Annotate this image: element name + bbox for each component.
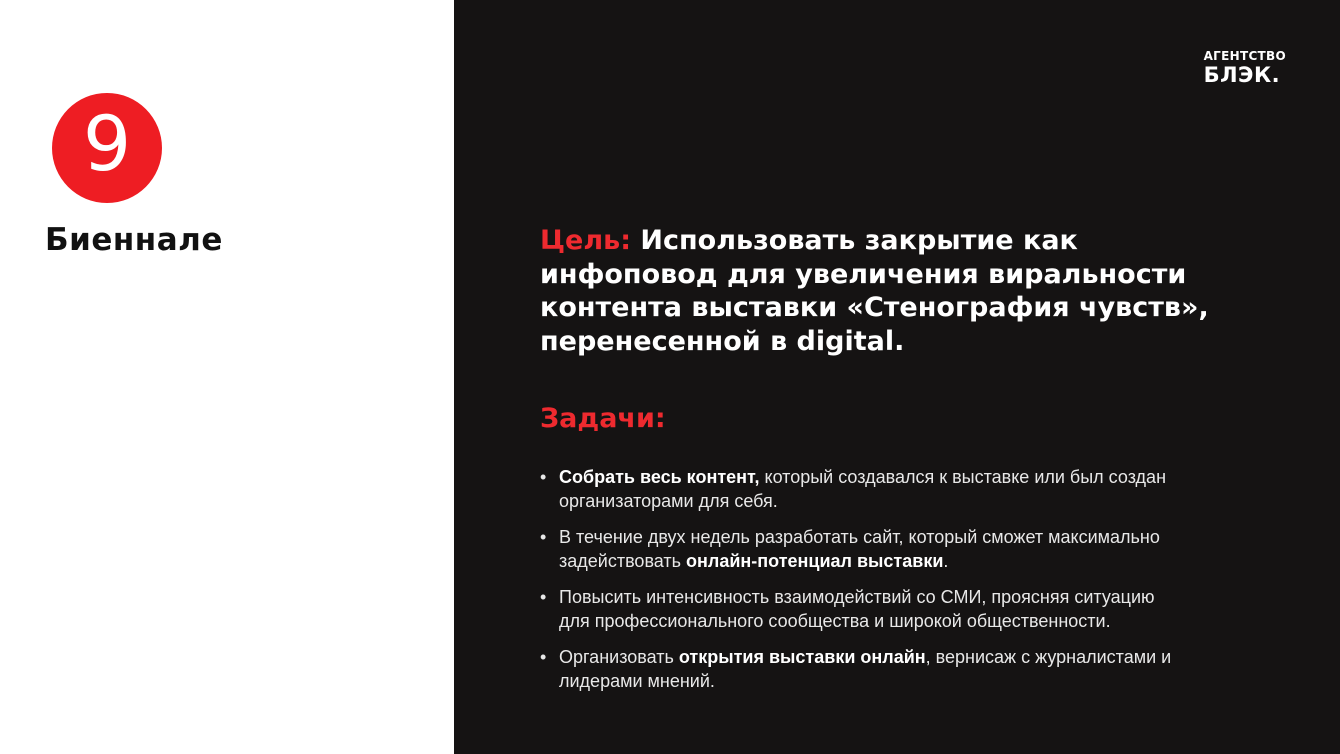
left-panel — [0, 0, 454, 754]
task-2-text-start: В течение двух недель разработать сайт, который сможет максимально задействовать — [559, 527, 1160, 571]
slide-number-badge — [52, 93, 162, 203]
task-item — [540, 645, 1180, 693]
agency-logo — [1204, 50, 1286, 86]
task-list — [540, 465, 1180, 705]
task-2-bold: онлайн-потенциал выставки — [686, 551, 944, 571]
task-item — [540, 525, 1180, 573]
tasks-heading: Задачи: — [540, 403, 666, 434]
task-item — [540, 465, 1180, 513]
task-4-text-start: Организовать — [559, 647, 679, 667]
goal-statement — [540, 224, 1260, 358]
project-title: Биеннале — [45, 222, 223, 258]
task-1-text: который создавался к выставке или был создан организаторами для себя. — [559, 467, 1167, 511]
task-item — [540, 585, 1180, 633]
task-1-bold: Собрать весь контент, — [559, 467, 760, 487]
slide-number: 9 — [82, 99, 132, 188]
task-2-text-end: . — [943, 551, 949, 571]
task-4-text-end: , вернисаж с журналистами и лидерами мнений. — [559, 647, 1172, 691]
task-3-text: Повысить интенсивность взаимодействий со СМИ, проясняя ситуацию для профессионального сообщества и широкой общественности. — [559, 587, 1155, 631]
goal-text: Использовать закрытие как инфоповод для увеличения виральности контента выставки «Стенография чувств», перенесенной в digital. — [540, 225, 1209, 357]
task-4-bold: открытия выставки онлайн — [678, 647, 926, 667]
agency-logo-line-2: БЛЭК. — [1203, 63, 1281, 87]
goal-label: Цель: — [540, 225, 632, 256]
agency-logo-line-1: АГЕНТСТВО — [1203, 49, 1286, 63]
right-panel — [454, 0, 1340, 754]
